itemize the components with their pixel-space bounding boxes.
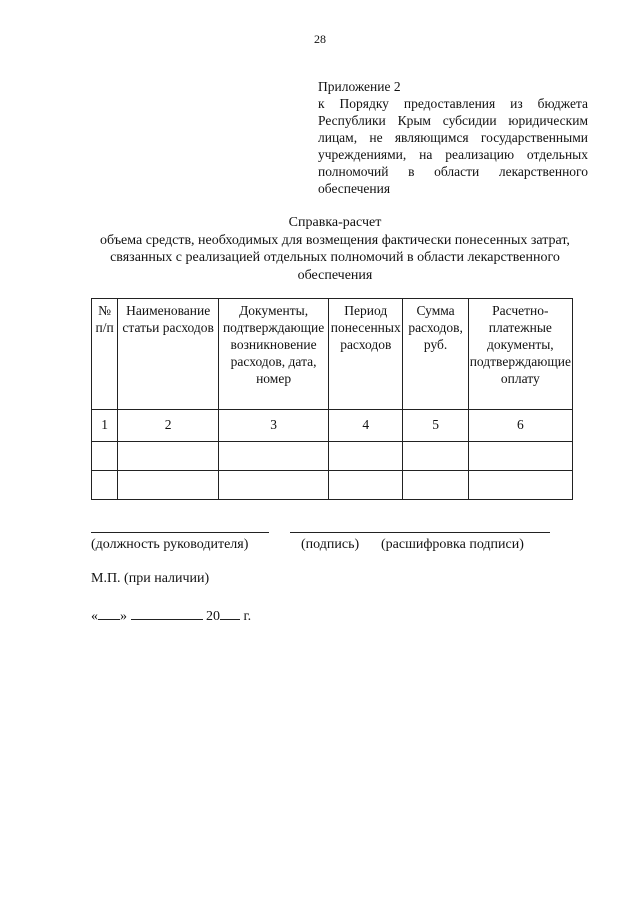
header-payment-docs: Расчетно-платежные документы, подтверждающие оплату (468, 299, 572, 410)
table-cell (329, 471, 403, 500)
column-number-cell: 4 (329, 410, 403, 442)
decryption-caption: (расшифровка подписи) (381, 537, 524, 552)
table-row (92, 471, 573, 500)
table-row (92, 442, 573, 471)
header-expense-name: Наименование статьи расходов (118, 299, 219, 410)
page-number: 28 (314, 32, 326, 46)
header-documents: Документы, подтверждающие возникновение расходов, дата, номер (219, 299, 329, 410)
column-number-cell: 2 (118, 410, 219, 442)
calculation-table (91, 298, 573, 500)
date-open-quote: « (91, 609, 98, 624)
table-header-row (92, 299, 573, 410)
year-suffix: г. (243, 609, 252, 624)
table-cell (118, 471, 219, 500)
appendix-block (318, 78, 588, 197)
signature-line (290, 532, 550, 533)
table-cell (329, 442, 403, 471)
table-cell (403, 471, 468, 500)
appendix-body: к Порядку предоставления из бюджета Республики Крым субсидии юридическим лицам, не являющимся государственными учреждениями, на реализацию отдельных полномочий в области лекарственного обеспечения (318, 96, 588, 196)
column-number-cell: 5 (403, 410, 468, 442)
date-line (91, 605, 251, 625)
header-number: № п/п (92, 299, 118, 410)
stamp-note: М.П. (при наличии) (91, 571, 210, 586)
column-number-cell: 1 (92, 410, 118, 442)
signature-caption: (подпись) (301, 537, 360, 552)
position-caption: (должность руководителя) (91, 537, 249, 552)
table-cell (92, 471, 118, 500)
table-cell (219, 471, 329, 500)
header-amount: Сумма расходов, руб. (403, 299, 468, 410)
table-row-column-numbers (92, 410, 573, 442)
month-blank (131, 605, 203, 620)
year-prefix: 20 (206, 609, 220, 624)
table-cell (219, 442, 329, 471)
table-cell (468, 471, 572, 500)
year-blank (220, 605, 240, 620)
column-number-cell: 6 (468, 410, 572, 442)
table-cell (468, 442, 572, 471)
appendix-title: Приложение 2 (318, 79, 401, 94)
document-title-line1: Справка-расчет (288, 215, 382, 230)
day-blank (98, 605, 120, 620)
document-title (90, 214, 580, 284)
header-period: Период понесенных расходов (329, 299, 403, 410)
document-title-subtitle: объема средств, необходимых для возмещения фактически понесенных затрат, связанных с реализацией отдельных полномочий в области лекарственного обеспечения (100, 232, 570, 283)
column-number-cell: 3 (219, 410, 329, 442)
table-cell (118, 442, 219, 471)
position-signature-line (91, 532, 269, 533)
date-close-quote: » (120, 609, 127, 624)
table-cell (92, 442, 118, 471)
table-cell (403, 442, 468, 471)
